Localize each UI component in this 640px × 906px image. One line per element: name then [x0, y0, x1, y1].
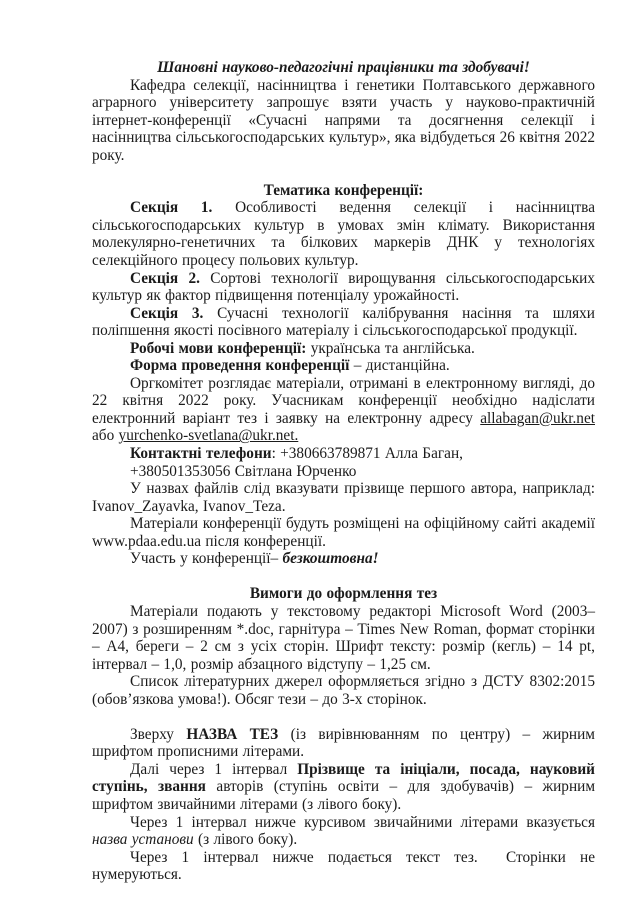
topics-heading: [92, 182, 595, 200]
text-run: або: [92, 427, 119, 445]
text-run: Контактні телефони: [130, 445, 272, 463]
text-run: Прізвище та ініціали, посада, науковий ступінь, звання: [92, 760, 595, 796]
authors-rule-paragraph: [92, 761, 595, 814]
orgcommittee-paragraph: [92, 375, 595, 445]
text-run: Далі через 1 інтервал: [130, 760, 298, 778]
contacts-paragraph-2: [92, 463, 595, 481]
text-run: – дистанційна.: [349, 357, 450, 375]
languages-paragraph: [92, 340, 595, 358]
text-run: Особливості ведення селекції і насінництва сільськогосподарських культур в умовах змін клімату. Використання молекулярно-генетичних та білкових маркерів ДНК у технологіях селекційного процесу польових культур.: [92, 199, 595, 270]
text-run: авторів (ступінь освіти – для здобувачів) – жирним шрифтом звичайними літерами (з лівого боку).: [92, 778, 596, 813]
website-paragraph: [92, 515, 595, 550]
text-run: (із вирівнюванням по центру) – жирним шрифтом прописними літерами.: [92, 725, 595, 761]
text-run: (з лівого боку).: [193, 831, 298, 849]
format-paragraph: [92, 357, 595, 375]
text-run: Робочі мови конференції:: [130, 339, 307, 357]
email-link[interactable]: allabagan@ukr.net: [480, 409, 595, 427]
filenames-paragraph: [92, 480, 595, 515]
text-run: Участь у конференції–: [130, 550, 283, 568]
text-run: Сортові технології вирощування сільськогосподарських культур як фактор підвищення потенціалу урожайності.: [92, 269, 595, 305]
text-run: Сучасні технології калібрування насіння та шляхи поліпшення якості посівного матеріалу і сільськогосподарської продукції.: [92, 304, 595, 340]
text-run: Секція 1.: [130, 199, 213, 217]
text-run: НАЗВА ТЕЗ: [186, 725, 279, 743]
text-run: Секція 3.: [130, 304, 204, 322]
text-run: Вимоги до оформлення тез: [249, 585, 438, 603]
text-run: Список літературних джерел оформляється згідно з ДСТУ 8302:2015 (обов’язкова умова!). Обсяг тези – до 3-х сторінок.: [92, 673, 595, 708]
text-rule-paragraph: [92, 849, 595, 884]
text-run: назва установи: [92, 831, 194, 849]
text-run: Зверху: [130, 725, 187, 743]
institution-rule-paragraph: [92, 814, 595, 849]
text-run: У назвах файлів слід вказувати прізвище першого автора, наприклад: Ivanov_Zayavka, Ivanov_Teza.: [92, 480, 595, 515]
text-run: : +380663789871 Алла Баган,: [271, 445, 463, 463]
text-run: безкоштовна!: [282, 550, 379, 568]
intro-paragraph: [92, 77, 595, 165]
requirements-heading: [92, 585, 595, 603]
text-run: Через 1 інтервал нижче подається текст тез. Сторінки не нумеруються.: [92, 848, 595, 884]
contacts-paragraph: [92, 445, 595, 463]
email-link[interactable]: yurchenko-svetlana@ukr.net.: [118, 427, 299, 445]
greeting-heading: [92, 59, 595, 77]
title-rule-paragraph: [92, 726, 595, 761]
free-participation-paragraph: [92, 550, 595, 568]
text-run: українська та англійська.: [306, 339, 475, 357]
section-2-paragraph: [92, 270, 595, 305]
text-run: Форма проведення конференції: [130, 357, 350, 375]
text-run: Секція 2.: [130, 269, 200, 287]
text-run: Оргкомітет розглядає матеріали, отримані в електронному вигляді, до 22 квітня 2022 року. Учасникам конференції необхідно надіслати електронний варіант тез і заявку на електронну адресу: [92, 374, 595, 427]
text-run: Шановні науково-педагогічні працівники та здобувачі!: [157, 59, 530, 76]
sources-paragraph: [92, 673, 595, 708]
text-run: Матеріали конференції будуть розміщені на офіційному сайті академії www.pdaa.edu.ua після конференції.: [92, 515, 595, 550]
section-1-paragraph: [92, 199, 595, 269]
text-run: Кафедра селекції, насінництва і генетики Полтавського державного аграрного університету запрошує взяти участь у науково-практичній інтернет-конференції «Сучасні напрями та досягнення селекції і насінництва сільськогосподарських культур», яка відбудеться 26 квітня 2022 року.: [92, 76, 596, 164]
text-run: Через 1 інтервал нижче курсивом звичайними літерами вказується: [130, 813, 595, 831]
section-3-paragraph: [92, 305, 595, 340]
text-run: +380501353056 Світлана Юрченко: [130, 462, 357, 480]
text-run: Тематика конференції:: [263, 181, 424, 199]
word-format-paragraph: [92, 603, 595, 673]
text-run: Матеріали подають у текстовому редакторі Microsoft Word (2003–2007) з розширенням *.doc, гарнітура – Times New Roman, формат сторінки – А4, береги – 2 см з усіх сторін. Шрифт тексту: розмір (кегль) – 14 pt, інтервал – 1,0, розмір абзацного відступу – 1,25 см.: [92, 602, 595, 673]
